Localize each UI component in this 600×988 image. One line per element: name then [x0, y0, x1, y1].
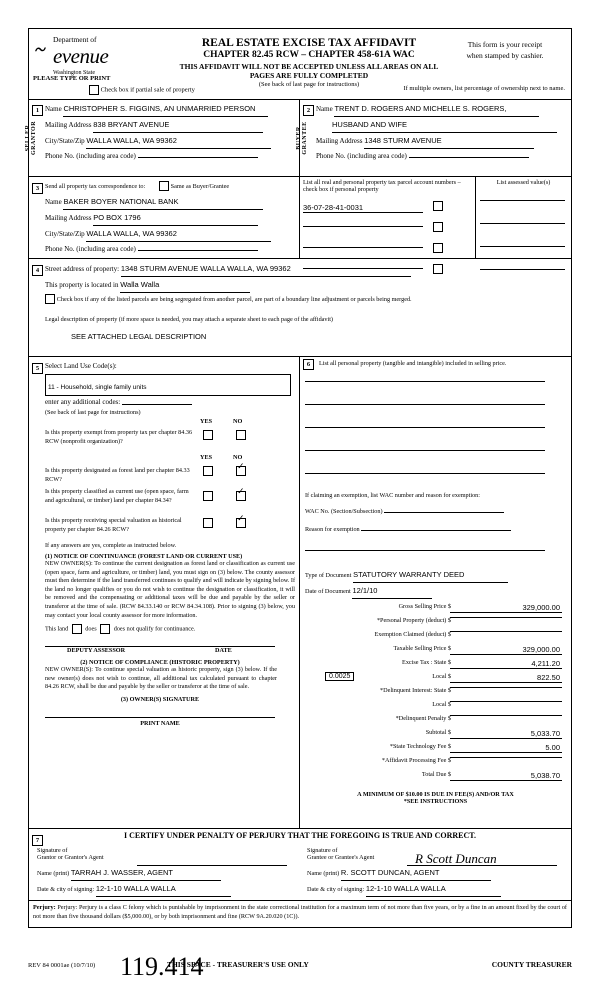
buyer-section-number: 2 — [303, 105, 314, 116]
affidavit-form — [25, 28, 572, 928]
corr-mailing-row — [45, 210, 296, 226]
wac-value[interactable] — [384, 503, 504, 513]
form-notice: THIS AFFIDAVIT WILL NOT BE ACCEPTED UNLESS ALL AREAS ON ALL PAGES ARE FULLY COMPLETED — [179, 62, 439, 80]
assessed-values-section — [476, 177, 571, 259]
doc-type-row — [305, 567, 566, 583]
amount-row — [305, 673, 566, 687]
street-address-value[interactable]: 1348 STURM AVENUE WALLA WALLA, WA 99362 — [121, 261, 411, 277]
grantee-date-row — [307, 881, 567, 897]
corr-city-row — [45, 226, 296, 242]
buyer-name-row — [316, 101, 568, 117]
segregation-checkbox[interactable] — [45, 294, 55, 304]
seller-name-label: Name — [45, 105, 62, 113]
grantee-signature-label: Signature of Grantee or Grantee's Agent — [307, 847, 375, 861]
amount-label: Exemption Claimed (deduct) $ — [374, 631, 451, 638]
grantor-name-value[interactable]: TARRAH J. WASSER, AGENT — [71, 865, 221, 881]
amount-rows — [305, 603, 566, 785]
partial-sale-label: Check box if partial sale of property — [100, 86, 195, 94]
partial-sale-checkbox-row[interactable] — [89, 85, 195, 95]
assessed-value-2[interactable] — [480, 215, 565, 224]
legal-description-label: Legal description of property (if more space is needed, you may attach a separate sheet to each page of the affidavit) — [45, 316, 333, 323]
corr-city-label: City/State/Zip — [45, 230, 85, 238]
perjury-label: Perjury: — [33, 904, 56, 911]
historic-yes-checkbox[interactable] — [203, 518, 213, 528]
send-correspondence-label: Send all property tax correspondence to: — [45, 183, 146, 190]
receipt-note: This form is your receipt when stamped by cashier. — [466, 40, 544, 60]
parcel-numbers-section — [300, 177, 476, 259]
reason-label: Reason for exemption — [305, 526, 360, 533]
title-block — [179, 37, 439, 88]
additional-codes-value[interactable] — [122, 396, 192, 405]
certify-heading: I CERTIFY UNDER PENALTY OF PERJURY THAT THE FOREGOING IS TRUE AND CORRECT. — [123, 831, 476, 840]
corr-phone-row — [45, 242, 296, 257]
buyer-phone-row — [316, 149, 568, 164]
amount-label: Local $ — [432, 673, 451, 680]
amount-label: Excise Tax : State $ — [402, 659, 451, 666]
amount-value[interactable]: 822.50 — [450, 673, 562, 683]
this-land-label: This land — [45, 625, 69, 633]
additional-codes-row — [45, 396, 295, 408]
amount-label: *Delinquent Interest: State $ — [380, 687, 451, 694]
corr-phone-label: Phone No. (including area code) — [45, 245, 136, 253]
grantor-name-row — [37, 865, 297, 881]
grantee-date-value[interactable]: 12-1-10 WALLA WALLA — [366, 881, 501, 897]
located-in-row — [45, 277, 565, 293]
wac-row — [305, 503, 566, 519]
agency-dept-label: Department of — [53, 35, 97, 44]
amount-value[interactable] — [450, 687, 562, 688]
amount-row — [305, 715, 566, 729]
legal-description-value[interactable]: SEE ATTACHED LEGAL DESCRIPTION — [71, 332, 207, 341]
buyer-mailing-row — [316, 133, 568, 149]
amount-label: Taxable Selling Price $ — [393, 645, 451, 652]
grantor-signature-label: Signature of Grantor or Grantor's Agent — [37, 847, 104, 861]
land-use-code-value: 11 - Household, single family units — [48, 384, 147, 391]
send-correspondence-row — [45, 179, 296, 194]
forest-land-yes-checkbox[interactable] — [203, 466, 213, 476]
legal-description-value-row — [45, 329, 565, 345]
seller-name-value[interactable]: CHRISTOPHER S. FIGGINS, AN UNMARRIED PERSON — [63, 101, 268, 117]
parcel-personal-checkbox-2[interactable] — [433, 222, 443, 232]
corr-mailing-label: Mailing Address — [45, 214, 92, 222]
amount-row — [305, 701, 566, 715]
county-treasurer-label: COUNTY TREASURER — [491, 960, 572, 969]
wac-label: WAC No. (Section/Subsection) — [305, 508, 383, 515]
historic-no-checkbox[interactable] — [236, 518, 246, 528]
seller-mailing-label: Mailing Address — [45, 121, 92, 129]
historic-question-label: Is this property receiving special valuation as historical property per chapter 84.26 RCW? — [45, 517, 182, 533]
reason-value[interactable] — [361, 521, 511, 531]
personal-property-line-3[interactable] — [305, 418, 545, 428]
land-use-section — [29, 357, 300, 829]
grantee-name-row — [307, 865, 567, 881]
form-title: REAL ESTATE EXCISE TAX AFFIDAVIT — [201, 37, 417, 49]
same-as-buyer-checkbox[interactable] — [159, 181, 169, 191]
property-section-number: 4 — [32, 265, 43, 276]
form-header — [29, 29, 571, 100]
seller-city-row — [45, 133, 296, 149]
personal-property-line-4[interactable] — [305, 441, 545, 451]
select-land-use-label: Select Land Use Code(s): — [45, 362, 117, 370]
buyer-mailing-label: Mailing Address — [316, 137, 363, 145]
continuance-qualify-row — [45, 624, 295, 634]
grantee-name-value[interactable]: R. SCOTT DUNCAN, AGENT — [341, 865, 491, 881]
parcel-personal-checkbox-1[interactable] — [433, 201, 443, 211]
amount-label: *State Technology Fee $ — [389, 743, 451, 750]
doc-type-label: Type of Document — [305, 572, 352, 579]
amount-label: Subtotal $ — [425, 729, 451, 736]
buyer-phone-value[interactable] — [409, 157, 529, 158]
amount-row — [305, 645, 566, 659]
handwritten-annotation: 119.414 — [120, 952, 204, 981]
deputy-assessor-label: DEPUTY ASSESSOR — [67, 647, 126, 655]
exempt-yes-checkbox[interactable] — [203, 430, 213, 440]
amount-row — [305, 757, 566, 771]
seller-city-value[interactable]: WALLA WALLA, WA 99362 — [86, 133, 271, 149]
amount-value[interactable]: 5,033.70 — [450, 729, 562, 739]
grantor-date-label: Date & city of signing: — [37, 886, 95, 893]
amount-row — [305, 687, 566, 701]
if-any-answers-label: If any answers are yes, complete as instructed below. — [45, 542, 177, 549]
doc-date-value[interactable]: 12/1/10 — [352, 583, 432, 599]
corr-mailing-value[interactable]: PO BOX 1796 — [93, 210, 258, 226]
amount-value[interactable]: 329,000.00 — [450, 603, 562, 613]
amount-label: *Affidavit Processing Fee $ — [381, 757, 451, 764]
forest-land-question-label: Is this property designated as forest land per chapter 84.33 RCW? — [45, 467, 190, 483]
corr-city-value[interactable]: WALLA WALLA, WA 99362 — [86, 226, 271, 242]
amount-value[interactable] — [450, 631, 562, 632]
buyer-name-row-2 — [316, 117, 568, 133]
owners-signature-title: (3) OWNER(S) SIGNATURE — [120, 695, 200, 703]
current-use-yes-checkbox[interactable] — [203, 491, 213, 501]
amount-label: Local $ — [432, 701, 451, 708]
partial-sale-checkbox[interactable] — [89, 85, 99, 95]
agency-state-label: Washington State — [53, 70, 96, 76]
yes-header-2: YES — [200, 454, 213, 461]
buyer-name-value2[interactable]: HUSBAND AND WIFE — [332, 117, 557, 133]
seller-mailing-row — [45, 117, 296, 133]
does-not-qualify-checkbox[interactable] — [100, 624, 110, 634]
amount-label: *Personal Property (deduct) $ — [376, 617, 451, 624]
tax-correspondence-section — [29, 177, 300, 259]
notice-continuance-title: (1) NOTICE OF CONTINUANCE (FOREST LAND OR CURRENT USE) — [45, 553, 243, 560]
street-address-row — [45, 261, 565, 277]
amount-row — [305, 603, 566, 617]
form-footer — [28, 960, 572, 969]
legal-description-row — [45, 312, 565, 327]
no-header-1: NO — [233, 418, 243, 425]
corr-phone-value[interactable] — [138, 250, 258, 251]
forest-land-no-checkbox[interactable] — [236, 466, 246, 476]
parcel-header-label: List all real and personal property tax parcel account numbers – check box if personal property — [303, 179, 461, 193]
additional-codes-label: enter any additional codes: — [45, 398, 121, 406]
buyer-section — [296, 99, 571, 177]
segregation-label: Check box if any of the listed parcels are being segregated from another parcel, are part of a boundary line adjustment or parcels being merged. — [56, 296, 412, 303]
grantee-name-label: Name (print) — [307, 870, 340, 877]
personal-property-line-2[interactable] — [305, 395, 545, 405]
grantor-signature-field[interactable] — [137, 853, 287, 866]
perjury-text: Perjury: Perjury is a class C felony which is punishable by imprisonment in the state correctional institution for a maximum term of not more than five years, or by a fine in an amount fixed by the court of not more than five thousand dollars ($5,000.00), or by both imprisonment and fine (RCW 9A.20.020 (1C)). — [33, 904, 567, 920]
corr-name-row — [45, 194, 296, 210]
exempt-question-label: Is this property exempt from property tax per chapter 84.36 RCW (nonprofit organization)? — [45, 429, 193, 445]
amount-value[interactable]: 329,000.00 — [450, 645, 562, 655]
amount-row — [305, 729, 566, 743]
does-qualify-checkbox[interactable] — [72, 624, 82, 634]
reason-line-2[interactable] — [305, 541, 545, 551]
form-instructions: (See back of last page for instructions) — [258, 81, 360, 88]
street-address-label: Street address of property: — [45, 265, 120, 273]
personal-property-line-5[interactable] — [305, 464, 545, 474]
grantee-signature-field[interactable] — [407, 853, 557, 866]
perjury-note — [29, 901, 571, 929]
seller-phone-label: Phone No. (including area code) — [45, 152, 136, 160]
current-use-no-checkbox[interactable] — [236, 491, 246, 501]
certify-section-number: 7 — [32, 835, 43, 846]
same-as-buyer-label: Same as Buyer/Grantee — [170, 183, 230, 190]
qualify-label: qualify for continuance. — [136, 625, 196, 633]
amount-label: *Delinquent Penalty $ — [395, 715, 451, 722]
treasurer-space-label: THIS SPACE - TREASURER'S USE ONLY — [166, 960, 309, 969]
multiple-owners-note: If multiple owners, list percentage of ownership next to name. — [403, 85, 565, 92]
grantor-date-row — [37, 881, 297, 897]
amount-value[interactable]: 5,038.70 — [450, 771, 562, 781]
grantee-signature-value: R Scott Duncan — [415, 851, 497, 866]
seller-mailing-value[interactable]: 838 BRYANT AVENUE — [93, 117, 263, 133]
agency-name-label: evenue — [53, 44, 109, 68]
buyer-mailing-value[interactable]: 1348 STURM AVENUE — [364, 133, 534, 149]
buyer-vertical-label: BUYER GRANTEE — [296, 120, 308, 155]
amount-row — [305, 771, 566, 785]
parcel-personal-checkbox-3[interactable] — [433, 243, 443, 253]
assessed-value-1[interactable] — [480, 192, 565, 201]
type-or-print-label: PLEASE TYPE OR PRINT — [33, 75, 111, 82]
notice-compliance-body: NEW OWNER(S): To continue special valuation as historic property, sign (3) below. If the new owner(s) does not wish to continue, all additional tax calculated pursuant to chapter 84.26 RCW, shall be due and payable by the seller or transferor at the time of sale. — [45, 666, 277, 691]
amount-value[interactable] — [450, 701, 562, 702]
tax-correspondence-section-number: 3 — [32, 183, 43, 194]
certification-section — [29, 829, 571, 901]
exempt-no-checkbox[interactable] — [236, 430, 246, 440]
exemption-claim-label: If claiming an exemption, list WAC number and reason for exemption: — [305, 492, 480, 499]
corr-name-label: Name — [45, 198, 62, 206]
current-use-question-label: Is this property classified as current use (open space, farm and agricultural, or timber) land per chapter 84.34? — [45, 488, 189, 504]
seller-section-number: 1 — [32, 105, 43, 116]
yes-header-1: YES — [200, 418, 213, 425]
selling-price-section — [300, 357, 571, 829]
grantor-date-value[interactable]: 12-1-10 WALLA WALLA — [96, 881, 231, 897]
amount-value[interactable] — [450, 757, 562, 758]
land-use-section-number: 5 — [32, 363, 43, 374]
seller-city-label: City/State/Zip — [45, 137, 85, 145]
grantee-date-label: Date & city of signing: — [307, 886, 365, 893]
doc-type-value[interactable]: STATUTORY WARRANTY DEED — [353, 567, 508, 583]
amount-row — [305, 743, 566, 757]
seller-vertical-label: SELLER GRANTOR — [25, 120, 37, 155]
buyer-phone-label: Phone No. (including area code) — [316, 152, 407, 160]
see-back-label: (See back of last page for instructions) — [45, 409, 141, 416]
minimum-due-note: A MINIMUM OF $10.00 IS DUE IN FEE(S) AND/OR TAX — [357, 791, 514, 798]
see-instructions-note: *SEE INSTRUCTIONS — [403, 798, 468, 805]
land-use-code-field[interactable] — [45, 374, 291, 396]
does-label: does — [85, 625, 97, 633]
notice-compliance-title: (2) NOTICE OF COMPLIANCE (HISTORIC PROPERTY) — [80, 659, 240, 667]
buyer-name-value[interactable]: TRENT D. ROGERS AND MICHELLE S. ROGERS, — [334, 101, 539, 117]
amount-label: Total Due $ — [421, 771, 451, 778]
amount-label: Gross Selling Price $ — [398, 603, 451, 610]
rev-label: REV 84 0001ae (10/7/10) — [28, 962, 96, 969]
no-header-2: NO — [233, 454, 243, 461]
amount-row — [305, 617, 566, 631]
owner-signature-line[interactable] — [45, 717, 275, 718]
grantor-name-label: Name (print) — [37, 870, 70, 877]
amount-value[interactable]: 5.00 — [450, 743, 562, 753]
seller-name-row — [45, 101, 296, 117]
amount-value[interactable]: 4,211.20 — [450, 659, 562, 669]
corr-name-value[interactable]: BAKER BOYER NATIONAL BANK — [63, 194, 263, 210]
assessed-value-3[interactable] — [480, 238, 565, 247]
amount-row — [305, 659, 566, 673]
local-rate-value[interactable]: 0.0025 — [325, 672, 354, 681]
assessor-date-label: DATE — [215, 647, 232, 655]
property-section — [29, 259, 571, 357]
buyer-name-label: Name — [316, 105, 333, 113]
seller-section — [25, 99, 300, 177]
amount-value[interactable] — [450, 617, 562, 618]
notice-continuance-body: NEW OWNER(S): To continue the current designation as forest land or classification as current use (open space, farm and agriculture, or timber) land, you must sign on (3) below. The county assessor must then determine if the land transferred continues to qualify and will indicate by signing below. If the land no longer qualifies or you do not wish to continue the designation or classification, it will be removed and the compensating or additional taxes will be due and payable by the seller or transferor at the time of sale. (RCW 84.33.140 or RCW 84.34.108). Prior to signing (3) below, you may contact your local county assessor for more information. — [45, 560, 295, 619]
segregation-row[interactable] — [45, 293, 565, 306]
amount-row — [305, 631, 566, 645]
agency-logo: ~ Department of evenue Washington State — [35, 35, 205, 76]
select-land-use-row — [45, 359, 295, 374]
reason-row — [305, 521, 566, 537]
form-subtitle: CHAPTER 82.45 RCW – CHAPTER 458-61A WAC — [203, 50, 415, 60]
located-in-value[interactable]: Walla Walla — [120, 277, 250, 293]
doc-date-label: Date of Document — [305, 588, 351, 595]
does-not-label: does not — [113, 625, 135, 633]
located-in-label: This property is located in — [45, 281, 119, 289]
assessed-header-label: List assessed value(s) — [496, 179, 551, 186]
amount-value[interactable] — [450, 715, 562, 716]
seller-phone-value[interactable] — [138, 157, 258, 158]
personal-property-line-1[interactable] — [305, 372, 545, 382]
print-name-label: PRINT NAME — [140, 719, 180, 727]
selling-price-section-number: 6 — [303, 359, 314, 370]
parcel-number-value[interactable]: 36-07-28-41-0031 — [303, 203, 423, 213]
doc-date-row — [305, 583, 566, 599]
seller-phone-row — [45, 149, 296, 164]
personal-property-label: List all personal property (tangible and intangible) included in selling price. — [319, 360, 507, 367]
